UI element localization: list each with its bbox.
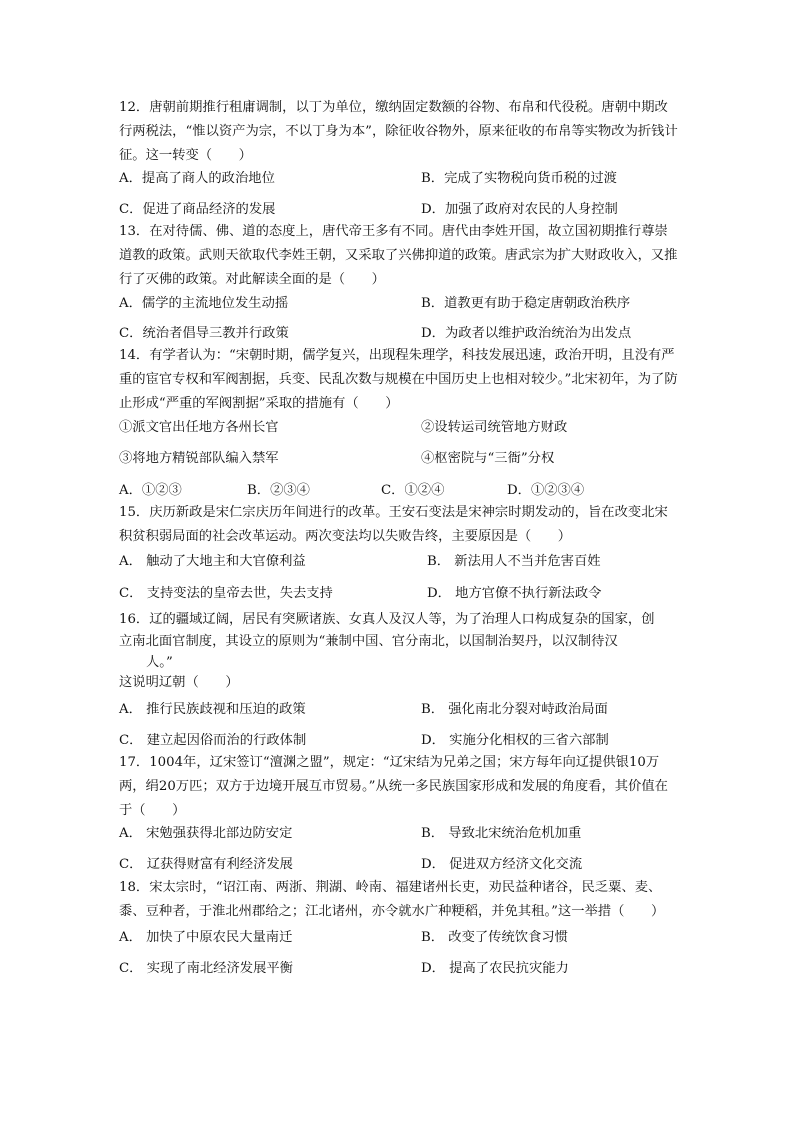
- question-14-options-row: [119, 479, 679, 499]
- question-12-stem: 12．唐朝前期推行租庸调制，以丁为单位，缴纳固定数额的谷物、布帛和代役税。唐朝中期改行两税法，“惟以资产为宗，不以丁身为本”，除征收谷物外，原来征收的布帛等实物改为折钱计征。这一转变（ ）: [119, 100, 678, 163]
- question-15-options-row-2: [119, 582, 679, 602]
- question-14-items-row-1: [119, 416, 679, 436]
- question-14-item-4: ④枢密院与“三衙”分权: [421, 451, 555, 466]
- question-14-option-d[interactable]: D．①②③④: [507, 483, 585, 498]
- question-12-option-d[interactable]: D．加强了政府对农民的人身控制: [421, 202, 618, 217]
- question-13-options-row-2: [119, 322, 679, 342]
- question-13-option-b[interactable]: B．道教更有助于稳定唐朝政治秩序: [421, 296, 631, 311]
- question-14-item-1: ①派文官出任地方各州长官: [119, 420, 279, 435]
- question-18-options-row-1: [119, 926, 679, 946]
- question-12-options-row-2: [119, 198, 679, 218]
- question-18-option-a[interactable]: A． 加快了中原农民大量南迁: [119, 930, 293, 945]
- question-16-options-row-1: [119, 698, 679, 718]
- question-12-option-b[interactable]: B．完成了实物税向货币税的过渡: [421, 171, 617, 186]
- question-16-stem-line-1: 16．辽的疆域辽阔，居民有突厥诸族、女真人及汉人等，为了治理人口构成复杂的国家，创: [119, 612, 655, 627]
- question-16-stem-line-4: 这说明辽朝（ ）: [119, 675, 239, 690]
- question-16-option-c[interactable]: C． 建立起因俗而治的行政体制: [119, 733, 307, 748]
- question-16-stem-line-2: 立南北面官制度，其设立的原则为“兼制中国、官分南北，以国制治契丹，以汉制待汉: [119, 634, 618, 649]
- question-17-options-row-2: [119, 853, 679, 873]
- question-14-items-row-2: [119, 447, 679, 467]
- question-15-option-d[interactable]: D． 地方官僚不执行新法政令: [427, 586, 602, 601]
- question-13-option-d[interactable]: D．为政者以维护政治统治为出发点: [421, 326, 632, 341]
- question-15-option-c[interactable]: C． 支持变法的皇帝去世，失去支持: [119, 586, 333, 601]
- question-18-option-b[interactable]: B． 改变了传统饮食习惯: [421, 930, 568, 945]
- question-17-option-a[interactable]: A． 宋勉强获得北部边防安定: [119, 826, 293, 841]
- question-17-option-d[interactable]: D． 促进双方经济文化交流: [421, 857, 583, 872]
- question-16-options-row-2: [119, 729, 679, 749]
- question-17-stem: 17．1004年，辽宋签订“澶渊之盟”，规定：“辽宋结为兄弟之国；宋方每年向辽提供银10万两，绢20万匹；双方于边境开展互市贸易。”从统一多民族国家形成和发展的角度看，其价值在于（ ）: [119, 755, 668, 818]
- question-16-stem-line-3: 人。”: [146, 655, 173, 670]
- question-17-option-c[interactable]: C． 辽获得财富有利经济发展: [119, 857, 293, 872]
- question-13-option-a[interactable]: A．儒学的主流地位发生动摇: [119, 296, 289, 311]
- question-16-option-d[interactable]: D． 实施分化相权的三省六部制: [421, 733, 609, 748]
- question-14-option-a[interactable]: A．①②③: [119, 483, 182, 498]
- question-12-options-row-1: [119, 167, 679, 187]
- question-13-options-row-1: [119, 292, 679, 312]
- question-12-option-c[interactable]: C．促进了商品经济的发展: [119, 202, 276, 217]
- question-15-stem: 15．庆历新政是宋仁宗庆历年间进行的改革。王安石变法是宋神宗时期发动的，旨在改变北宋积贫积弱局面的社会改革运动。两次变法均以失败告终，主要原因是（ ）: [119, 505, 668, 544]
- question-14-item-3: ③将地方精锐部队编入禁军: [119, 451, 279, 466]
- question-13-option-c[interactable]: C．统治者倡导三教并行政策: [119, 326, 289, 341]
- question-18-stem: 18．宋太宗时，“诏江南、两浙、荆湖、岭南、福建诸州长吏，劝民益种诸谷，民乏粟、麦、黍、豆种者，于淮北州郡给之；江北诸州，亦令就水广种粳稻，并免其租。”这一举措（ ）: [119, 880, 665, 919]
- question-17-options-row-1: [119, 822, 679, 842]
- question-14-option-c[interactable]: C．①②④: [381, 483, 445, 498]
- question-13-stem: 13．在对待儒、佛、道的态度上，唐代帝王多有不同。唐代由李姓开国，故立国初期推行尊崇道教的政策。武则天欲取代李姓王朝，又采取了兴佛抑道的政策。唐武宗为扩大财政收入，又推行了灭佛的政策。对此解读全面的是（ ）: [119, 224, 678, 287]
- question-15-options-row-1: [119, 550, 679, 570]
- question-14-item-2: ②设转运司统管地方财政: [421, 420, 568, 435]
- question-14-option-b[interactable]: B．②③④: [247, 483, 310, 498]
- question-15-option-b[interactable]: B． 新法用人不当并危害百姓: [427, 554, 601, 569]
- question-18-option-c[interactable]: C． 实现了南北经济发展平衡: [119, 961, 293, 976]
- question-16-option-a[interactable]: A． 推行民族歧视和压迫的政策: [119, 702, 306, 717]
- question-14-stem: 14．有学者认为：“宋朝时期，儒学复兴，出现程朱理学，科技发展迅速，政治开明，且没有严重的宦官专权和军阀割据，兵变、民乱次数与规模在中国历史上也相对较少。”北宋初年，为了防止形成“严重的军阀割据”采取的措施有（ ）: [119, 348, 678, 411]
- question-18-option-d[interactable]: D． 提高了农民抗灾能力: [421, 961, 569, 976]
- question-16-option-b[interactable]: B． 强化南北分裂对峙政治局面: [421, 702, 608, 717]
- question-18-options-row-2: [119, 957, 679, 977]
- question-17-option-b[interactable]: B． 导致北宋统治危机加重: [421, 826, 582, 841]
- question-15-option-a[interactable]: A． 触动了大地主和大官僚利益: [119, 554, 306, 569]
- question-12-option-a[interactable]: A．提高了商人的政治地位: [119, 171, 275, 186]
